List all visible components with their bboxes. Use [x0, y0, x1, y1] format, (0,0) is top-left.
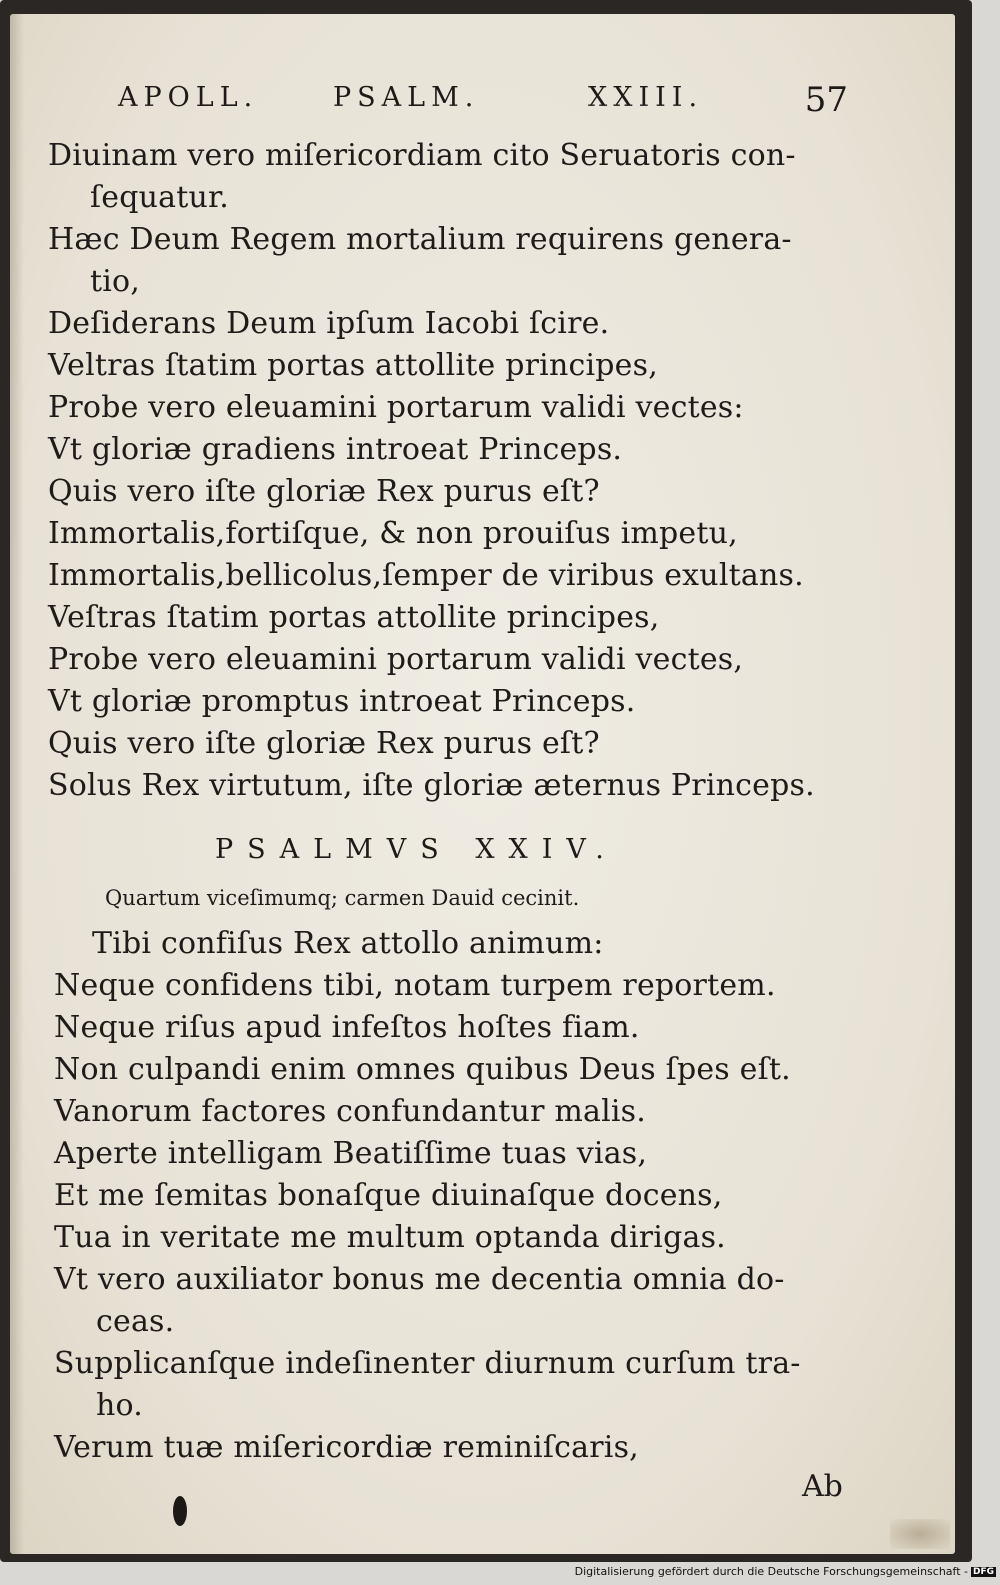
text-line: Hæc Deum Regem mortalium requirens genera- [48, 222, 792, 257]
text-line: Non culpandi enim omnes quibus Deus ſpes eſt. [54, 1052, 791, 1087]
text-line: Vt vero auxiliator bonus me decentia omnia do- [54, 1262, 785, 1297]
text-line: Aperte intelligam Beatiſſime tuas vias, [54, 1136, 648, 1171]
dfg-logo: DFG [972, 1567, 994, 1577]
running-head-left: APOLL. [118, 82, 259, 113]
text-line: Solus Rex virtutum, iſte gloriæ æternus Princeps. [48, 768, 815, 803]
running-head-mid: PSALM. [333, 82, 480, 113]
text-line: Quis vero iſte gloriæ Rex purus eſt? [48, 474, 600, 509]
text-line: Verum tuæ miſericordiæ reminiſcaris, [54, 1430, 639, 1465]
text-line: Tua in veritate me multum optanda dirigas. [54, 1220, 726, 1255]
book-page [10, 14, 955, 1554]
text-line: Tibi confiſus Rex attollo animum: [92, 926, 604, 961]
page-number: 57 [804, 80, 848, 120]
footer-text: Digitalisierung gefördert durch die Deutsche Forschungsgemeinschaft - [574, 1565, 968, 1578]
digitization-footer [575, 1565, 996, 1583]
text-line: Diuinam vero miſericordiam cito Seruatoris con- [48, 138, 796, 173]
text-line: Veltras ſtatim portas attollite principes, [48, 348, 658, 383]
text-line: Vt gloriæ promptus introeat Princeps. [48, 684, 636, 719]
text-line: Deſiderans Deum ipſum Iacobi ſcire. [48, 306, 610, 341]
ink-blot [173, 1496, 187, 1526]
text-line: Immortalis,fortiſque, & non prouiſus impetu, [48, 516, 738, 551]
running-head [118, 82, 848, 126]
text-line: Probe vero eleuamini portarum validi vectes, [48, 642, 744, 677]
text-line: Neque riſus apud infeſtos hoſtes fiam. [54, 1010, 640, 1045]
text-line: Et me ſemitas bonaſque diuinaſque docens, [54, 1178, 723, 1213]
text-line: Vt gloriæ gradiens introeat Princeps. [48, 432, 623, 467]
psalm-heading: PSALMVS XXIV. [215, 834, 618, 865]
text-line: ho. [96, 1388, 143, 1423]
text-line: Immortalis,bellicolus,ſemper de viribus exultans. [48, 558, 804, 593]
text-line: Probe vero eleuamini portarum validi vectes: [48, 390, 744, 425]
text-line: tio, [90, 264, 141, 299]
catchword: Ab [802, 1469, 843, 1504]
running-head-right: XXIII. [588, 82, 704, 113]
paper-stain [890, 1519, 950, 1549]
text-line: Supplicanſque indeſinenter diurnum curſum tra- [54, 1346, 801, 1381]
psalm-subtitle: Quartum viceſimumq; carmen Dauid cecinit. [105, 886, 580, 910]
text-line: ceas. [96, 1304, 175, 1339]
text-line: ſequatur. [90, 180, 230, 215]
page-gutter-shadow [10, 14, 24, 1554]
text-line: Quis vero iſte gloriæ Rex purus eſt? [48, 726, 600, 761]
text-line: Veſtras ſtatim portas attollite principes, [48, 600, 660, 635]
text-line: Vanorum factores confundantur malis. [54, 1094, 647, 1129]
text-line: Neque confidens tibi, notam turpem reportem. [54, 968, 776, 1003]
